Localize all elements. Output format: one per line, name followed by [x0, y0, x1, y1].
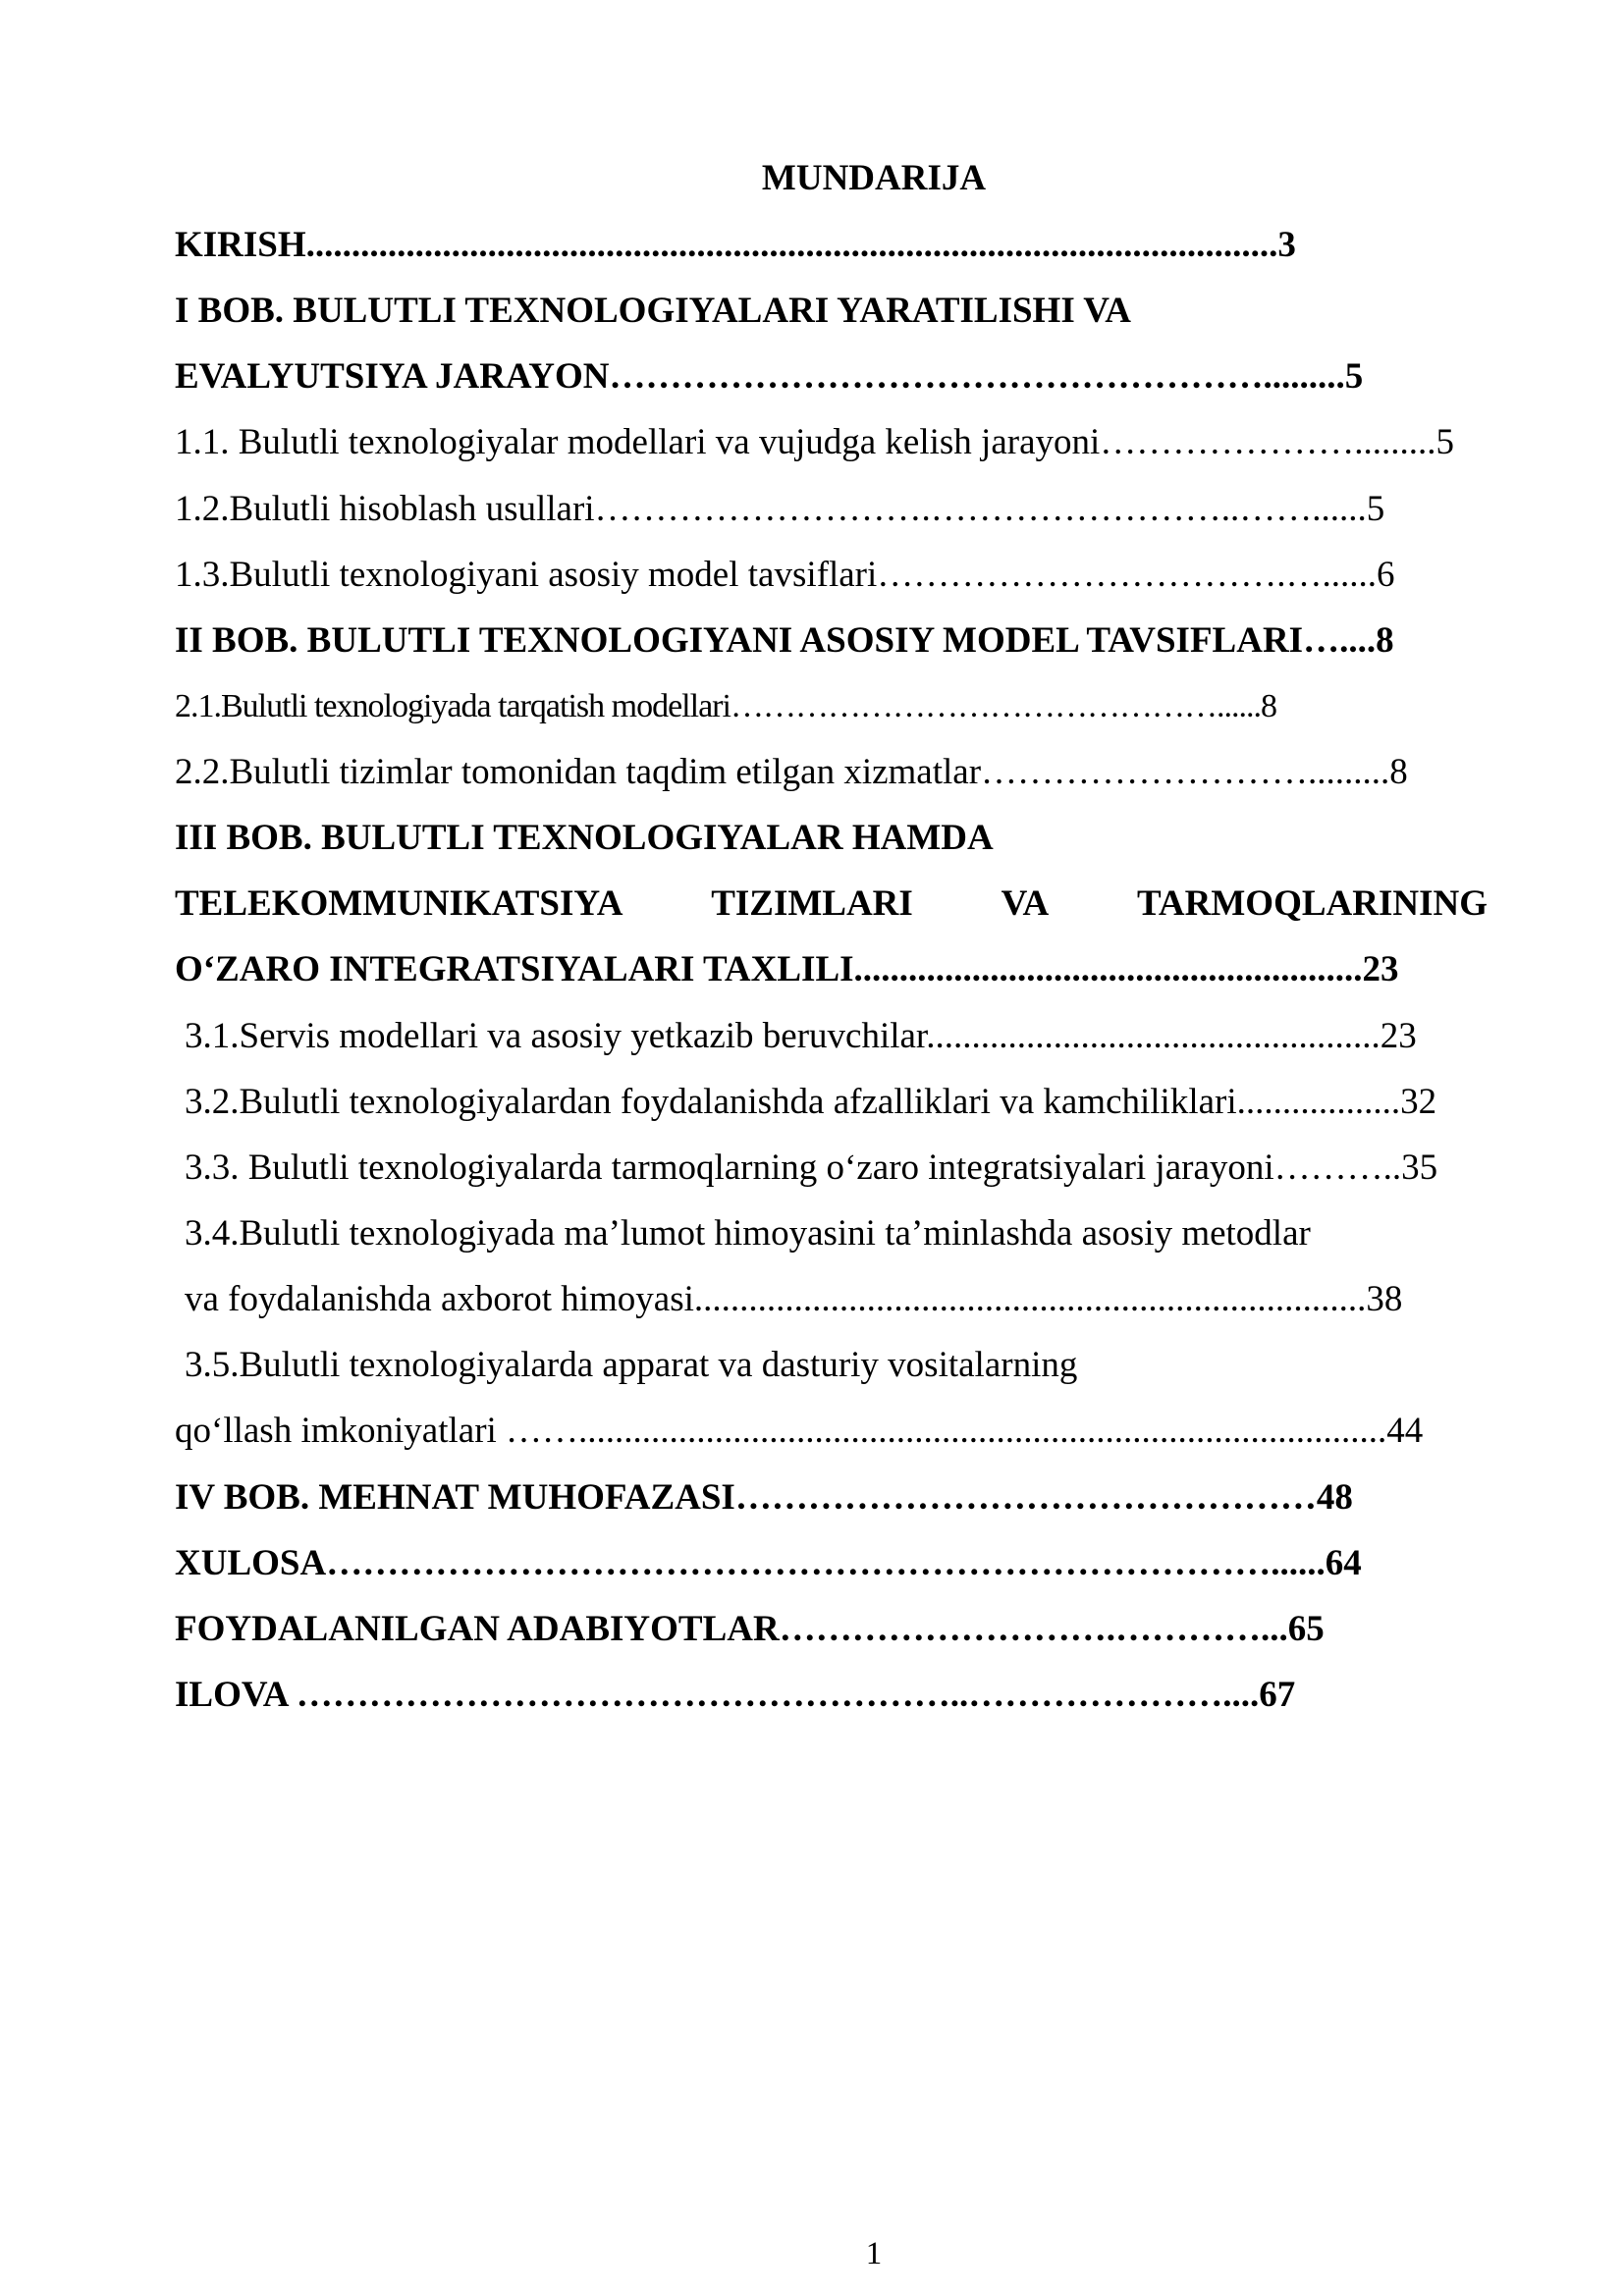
toc-entry-chapter-3-line-3: O‘ZARO INTEGRATSIYALARI TAXLILI........................................................23	[175, 949, 1399, 989]
page-number: 1	[865, 2236, 883, 2271]
toc-entry-chapter-1-line-1: I BOB. BULUTLI TEXNOLOGIYALARI YARATILISHI VA	[175, 291, 1131, 331]
toc-entry-1-2: 1.2.Bulutli hisoblash usullari……………………….……………………..……......5	[175, 489, 1385, 529]
chapter-3-word-4: TARMOQLARINING	[1137, 883, 1488, 924]
toc-entry-chapter-3-line-1: III BOB. BULUTLI TEXNOLOGIYALAR HAMDA	[175, 818, 994, 858]
chapter-3-word-3: VA	[1001, 883, 1050, 924]
toc-entry-ilova: ILOVA ………………………………………………..…………………....67	[175, 1675, 1296, 1715]
toc-entry-kirish: KIRISH...........................................................................................................3	[175, 225, 1296, 265]
toc-entry-3-2: 3.2.Bulutli texnologiyalardan foydalanishda afzalliklari va kamchiliklari..................32	[185, 1082, 1437, 1122]
toc-entry-3-3: 3.3. Bulutli texnologiyalarda tarmoqlarning o‘zaro integratsiyalari jarayoni………..35	[185, 1148, 1438, 1188]
chapter-3-word-2: TIZIMLARI	[711, 883, 913, 924]
toc-entry-2-1: 2.1.Bulutli texnologiyada tarqatish modellari………………………………………......8	[175, 688, 1276, 724]
toc-entry-1-1: 1.1. Bulutli texnologiyalar modellari va vujudga kelish jarayoni………………….........5	[175, 422, 1455, 462]
toc-entry-3-1: 3.1.Servis modellari va asosiy yetkazib beruvchilar..................................................23	[185, 1016, 1417, 1056]
toc-entry-adabiyotlar: FOYDALANILGAN ADABIYOTLAR……………………….…………...65	[175, 1609, 1325, 1649]
toc-entry-2-2: 2.2.Bulutli tizimlar tomonidan taqdim etilgan xizmatlar……………………….........8	[175, 752, 1408, 792]
toc-title: MUNDARIJA	[761, 158, 987, 198]
toc-entry-3-5-line-1: 3.5.Bulutli texnologiyalarda apparat va dasturiy vositalarning	[185, 1345, 1078, 1385]
toc-entry-3-5-line-2: qo‘llash imkoniyatlari …….........................................................................................44	[175, 1411, 1424, 1451]
toc-entry-chapter-3-line-2	[175, 879, 1488, 930]
toc-entry-xulosa: XULOSA……………………………………………………………………......64	[175, 1543, 1362, 1583]
chapter-3-word-1: TELEKOMMUNIKATSIYA	[175, 883, 623, 924]
toc-entry-1-3: 1.3.Bulutli texnologiyani asosiy model tavsiflari…………………………….…......6	[175, 555, 1395, 595]
toc-entry-chapter-4: IV BOB. MEHNAT MUHOFAZASI…………………………………………48	[175, 1477, 1353, 1518]
toc-entry-chapter-1-line-2: EVALYUTSIYA JARAYON……………………………………………….........5	[175, 356, 1364, 397]
toc-entry-3-4-line-1: 3.4.Bulutli texnologiyada ma’lumot himoyasini ta’minlashda asosiy metodlar	[185, 1213, 1311, 1254]
toc-entry-chapter-2: II BOB. BULUTLI TEXNOLOGIYANI ASOSIY MODEL TAVSIFLARI…....8	[175, 620, 1394, 661]
toc-entry-3-4-line-2: va foydalanishda axborot himoyasi..........................................................................38	[185, 1279, 1403, 1319]
